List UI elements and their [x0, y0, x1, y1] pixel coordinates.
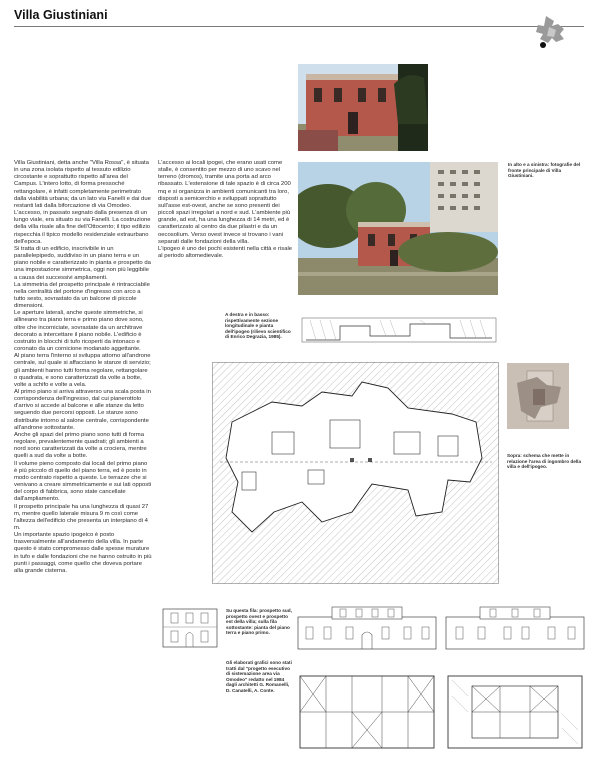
east-elevation-drawing: [444, 603, 586, 651]
paragraph: Un importante spazio ipogeico è posto trasversalmente all'andamento della villa. In parte questo è stato compromesso dalle spesse murature in tufo e dalle fondazioni che ne hanno ostruito in più punti i passaggi, come quello che doveva portare alla grande cisterna.: [14, 532, 152, 574]
paragraph: L'accesso ai locali ipogei, che erano usati come stalle, è consentito per mezzo di uno scavo nel terreno (dromos), tramite una porta ad arco ribassato. L'estensione di tale spazio è di circa 200 mq e si organizza in ambienti comunicanti tra loro, disposti a semicerchio e sviluppati soprattutto sull'asse est-ovest, anche se sono presenti dei piccoli spazi irregolari a nord e sud. L'ambiente più grande, ad est, ha una lunghezza di 14 metri, ed è caratterizzato al centro da due pilastri e da un oecosolium. Verso ovest invece si trovano i vani separati dalle fondazioni della villa.: [158, 160, 291, 245]
page-title: Villa Giustiniani: [14, 8, 108, 22]
paragraph: Il prospetto principale ha una lunghezza di quasi 27 m, mentre quello laterale misura 9 m così come l'altezza dell'edificio che presenta un interpiano di 4 m.: [14, 503, 149, 531]
south-elevation-drawing: [159, 603, 221, 651]
paragraph: La simmetria del prospetto principale è rintracciabile nella centralità del portone d'ingresso con arco a tutto sesto, sovrastato da un balcone di piccole dimensioni.: [14, 281, 150, 310]
paragraph: Al piano terra l'interno si sviluppa attorno all'androne centrale, sul quale si affacciano le stanze di servizio; gli ambienti hanno tutti forma regolare, rettangolare o quadrata, e sono caratterizzati da volte a botte, volte a schifo e volte a vela.: [14, 353, 151, 388]
diagram-caption: Sopra: schema che mette in relazione l'area di ingombro della villa e dell'ipogeo.: [507, 453, 582, 470]
west-elevation-drawing: [296, 603, 438, 651]
paragraph: L'ipogeo è uno dei pochi esistenti nella città e risale al periodo altomedievale.: [158, 245, 293, 260]
paragraph: Villa Giustiniani, detta anche "Villa Rossa", è situata in una zona isolata rispetto al tessuto edilizio circostante e soprattutto rispetto all'area del Campus. L'intero lotto, di forma pressoché rettangolare, è infatti completamente perimetrato dalla viabilità urbana; da un lato via Fanelli e dai due restanti lati dalla biforcazione di via Omodeo. L'accesso, in passato segnato dalla presenza di un lungo viale, era situato su via Fanelli. La costruzione della villa risale alla fine dell'Ottocento; il tipo edilizio rispecchia il tipico modello residenziale extraurbano dell'epoca.: [14, 160, 151, 245]
puzzle-logo-icon: [530, 12, 570, 52]
title-divider: [14, 26, 584, 27]
villa-hypogeum-overlay-diagram: [507, 363, 569, 429]
paragraph: Anche gli spazi del primo piano sono tutti di forma regolare, prevalentemente quadrati; gli ambienti a nord sono caratterizzati da volte a crociera, mentre quelli a sud da volte a botte.: [14, 431, 147, 460]
hypogeum-plan-drawing: [212, 362, 499, 584]
villa-facade-photo-main: [298, 162, 498, 295]
body-text-middle-column: [158, 160, 296, 260]
villa-facade-photo-top: [298, 64, 428, 151]
drawings-source-caption: Gli elaborati grafici sono stati tratti dal "progetto esecutivo di sistemazione area via Omodeo" redatto nel 1984 dagli architetti G. Romanelli, D. Canatelli, A. Conte.: [226, 660, 292, 693]
paragraph: Le aperture laterali, anche queste simmetriche, si allineano tra piano terra e primo piano dove sono, oltre che incorniciate, sovrastate da un architrave decorato a intercettare il piano nobile. L'edificio è costruito in blocchi di tufo ricoperti da intonaco e coronato da un cornicione modanato aggettante.: [14, 310, 144, 353]
paragraph: Il volume pieno composto dai locali del primo piano è più piccolo di quello del piano terra, ed è posto in modo centrato rispetto a queste. Le terrazze che si venivano a creare simmetricamente e sui lati opposti del corpo di fabbrica, sono state cancellate dall'ampliamento.: [14, 460, 152, 503]
paragraph: Al primo piano si arriva attraverso una scala posta in corrispondenza dell'ingresso, dal cui pianerottolo d'arrivo si accede al balcone e alle stanze da letto seguendo due percorsi opposti. Le stanze sono distribuite intorno al salone centrale, corrispondente all'androne sottostante.: [14, 389, 151, 431]
hypogeum-section-drawing: [300, 312, 498, 347]
body-text-left-column: [14, 160, 152, 575]
section-caption: A destra e in basso: rispettivamente sezione longitudinale e pianta dell'ipogeo (rilievo scientifico di Enrico Degrazia, 1985).: [225, 312, 291, 340]
elevations-caption: Su questa fila: prospetto sud, prospetto ovest e prospetto est della villa; sulla fila sottostante: pianta del piano terra e piano primo.: [226, 608, 292, 636]
photo-caption: In alto e a sinistra: fotografie del fronte principale di Villa Giustiniani.: [508, 162, 581, 179]
paragraph: Si tratta di un edificio, inscrivibile in un parallelepipedo, suddiviso in un piano terra e un piano nobile e caratterizzato in pianta e prospetto da una impostazione simmetrica, oggi non più leggibile a causa dei successivi ampliamenti.: [14, 245, 151, 281]
first-floor-plan-drawing: [444, 666, 586, 758]
ground-floor-plan-drawing: [296, 666, 438, 758]
